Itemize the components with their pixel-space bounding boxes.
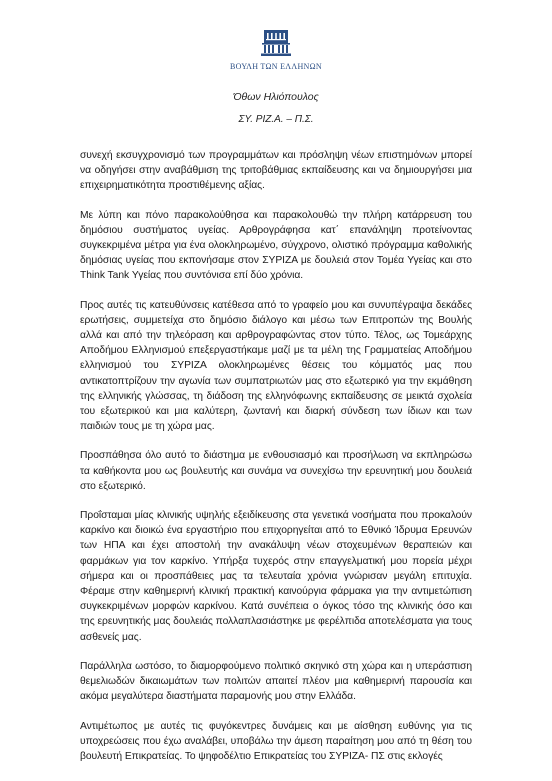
letterhead <box>0 30 552 71</box>
paragraph: συνεχή εκσυγχρονισμό των προγραμμάτων και πρόσληψη νέων επιστημόνων μπορεί να οδηγήσει στην αναβάθμιση της τριτοβάθμιας εκπαίδευσης και να δημιουργήσει μια επιχειρηματικότητα προστιθέμενης αξίας. <box>80 150 472 192</box>
logo-caption: ΒΟΥΛΗ ΤΩΝ ΕΛΛΗΝΩΝ <box>230 62 322 71</box>
paragraph: Προΐσταμαι μίας κλινικής υψηλής εξειδίκευσης στα γενετικά νοσήματα που προκαλούν καρκίνο και διοικώ ένα εργαστήριο που επιχορηγείται από το Εθνικό Ίδρυμα Ερευνών των ΗΠΑ και έχει αποστολή την ανακάλυψη νέων στοχευμένων θεραπειών και φαρμάκων για τον καρκίνο. Υπήρξα τυχερός στην επαγγελματική μου πορεία μέχρι σήμερα και οι προσπάθειες μας τα τελευταία χρόνια γνώρισαν μεγάλη επιτυχία. Φέραμε στην καθημερινή κλινική πρακτική καινούργια φάρμακα για την αντιμετώπιση συγκεκριμένων μορφών καρκίνου. Κατά συνέπεια ο όγκος τόσο της κλινικής όσο και της ερευνητικής μας δουλειάς πολλαπλασιάστηκε με φερέλπιδα αποτελέσματα για τους ασθενείς μας. <box>80 510 472 643</box>
paragraph: Προς αυτές τις κατευθύνσεις κατέθεσα από το γραφείο μου και συνυπέγραψα δεκάδες ερωτήσεις, συμμετείχα στο δημόσιο διάλογο και μέσω των Επιτροπών της Βουλής αλλά και από την τηλεόραση και αρθρογραφώντας στον τύπο. Τέλος, ως Τομεάρχης Αποδήμου Ελληνισμού επεξεργαστήκαμε μαζί με τα μέλη της Γραμματείας Αποδήμου ελληνισμού του ΣΥΡΙΖΑ ολοκληρωμένες θέσεις του κόμματός μας που αντικατοπτρίζουν την αγωνία των συμπατριωτών μας στο εξωτερικό για την εκμάθηση της ελληνικής γλώσσας, τη διάδοση της ελληνόφωνης εκπαίδευσης σε μεικτά σχολεία του εξωτερικού και μια καλύτερη, ζωντανή και διαρκή σύνδεση των ίδιων και των παιδιών τους με τη χώρα μας. <box>80 299 472 433</box>
paragraph: Αντιμέτωπος με αυτές τις φυγόκεντρες δυνάμεις και με αίσθηση ευθύνης για τις υποχρεώσεις που έχω αναλάβει, υποβάλω την άμεση παραίτηση μου από τη θέση του βουλευτή Επικρατείας. Το ψηφοδέλτιο Επικρατείας του ΣΥΡΙΖΑ- ΠΣ στις εκλογές <box>80 720 472 762</box>
letter-body <box>80 148 472 778</box>
party-affiliation: ΣΥ. ΡΙΖ.Α. – Π.Σ. <box>238 114 314 125</box>
paragraph: Με λύπη και πόνο παρακολούθησα και παρακολουθώ την πλήρη κατάρρευση του δημόσιου συστήματος υγείας. Αρθρογράφησα κατ΄ επανάληψη προτείνοντας συγκεκριμένα μέτρα για ένα ολοκληρωμένο, σύγχρονο, ολιστικό πρόγραμμα καθολικής δημόσιας υγείας που εκπονήσαμε στον ΣΥΡΙΖΑ με δουλειά στον Τομέα Υγείας και στο Think Tank Υγείας που συντόνισα επί δύο χρόνια. <box>80 209 472 282</box>
author-name: Όθων Ηλιόπουλος <box>233 91 319 103</box>
parliament-building-icon <box>261 30 291 56</box>
paragraph: Προσπάθησα όλο αυτό το διάστημα με ενθουσιασμό και προσήλωση να εκπληρώσω τα καθήκοντα μου ως βουλευτής και συνάμα να συνεχίσω την ερευνητική μου δουλειά στο εξωτερικό. <box>80 450 472 492</box>
paragraph: Παράλληλα ωστόσο, το διαμορφούμενο πολιτικό σκηνικό στη χώρα και η υπεράσπιση θεμελιωδών δικαιωμάτων των πολιτών απαιτεί πλέον μια καθημερινή παρουσία και ακόμα μεγαλύτερα διαστήματα παραμονής μου στην Ελλάδα. <box>80 660 472 703</box>
